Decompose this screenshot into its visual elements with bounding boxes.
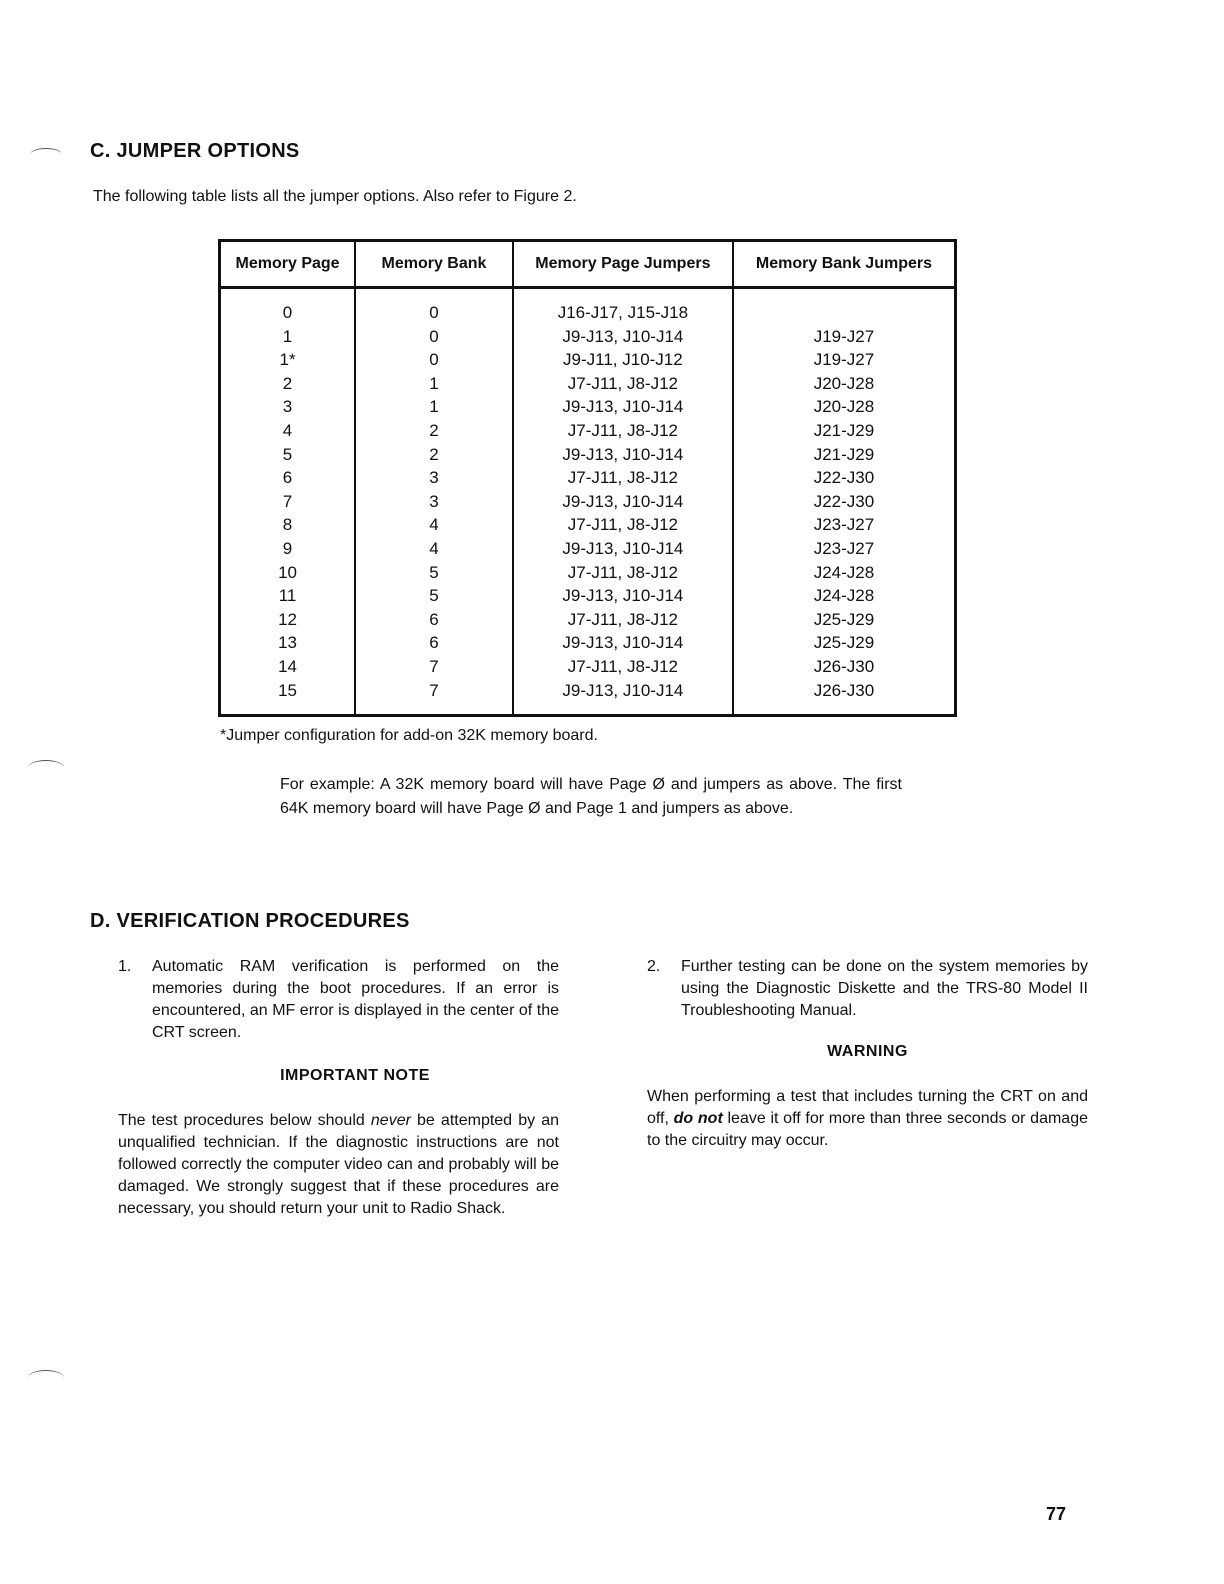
cell-page: 2 bbox=[220, 372, 356, 396]
item-1-number: 1. bbox=[118, 958, 132, 975]
important-note-text-before: The test procedures below should bbox=[118, 1112, 371, 1129]
header-memory-page: Memory Page bbox=[220, 241, 356, 288]
cell-bank-jumpers: J26-J30 bbox=[813, 656, 875, 676]
table-body bbox=[220, 288, 956, 716]
warning-text-after: leave it off for more than three seconds or damage to the circuitry may occur. bbox=[647, 1110, 1089, 1149]
cell-page: 7 bbox=[220, 490, 356, 514]
table-row bbox=[220, 490, 956, 514]
warning-text-before: When performing a test that includes turning the CRT on and off, bbox=[647, 1088, 1088, 1127]
warning-emphasis: do not bbox=[673, 1110, 723, 1127]
verification-item-1 bbox=[118, 956, 559, 1044]
cell-bank: 4 bbox=[355, 537, 513, 561]
table-row bbox=[220, 419, 956, 443]
cell-page-jumpers: J7-J11, J8-J12 bbox=[513, 655, 733, 679]
example-line-1: For example: A 32K memory board will have Page Ø and jumpers as above. bbox=[280, 776, 838, 793]
cell-bank-jumpers: J21-J29 bbox=[813, 444, 875, 464]
cell-bank-jumpers: J24-J28 bbox=[813, 562, 875, 582]
cell-bank: 5 bbox=[355, 561, 513, 585]
cell-bank: 5 bbox=[355, 584, 513, 608]
cell-page: 14 bbox=[220, 655, 356, 679]
jumper-options-table bbox=[218, 239, 957, 717]
cell-page-jumpers: J9-J11, J10-J12 bbox=[513, 348, 733, 372]
cell-bank-jumpers: J20-J28 bbox=[813, 397, 875, 417]
table-row bbox=[220, 348, 956, 372]
cell-page-jumpers: J7-J11, J8-J12 bbox=[513, 419, 733, 443]
important-note-text bbox=[118, 1110, 559, 1220]
cell-page-jumpers: J7-J11, J8-J12 bbox=[513, 561, 733, 585]
cell-page-jumpers: J7-J11, J8-J12 bbox=[513, 466, 733, 490]
table-row bbox=[220, 655, 956, 679]
important-note-heading: IMPORTANT NOTE bbox=[280, 1067, 430, 1084]
important-note-emphasis: never bbox=[370, 1112, 411, 1129]
table-row bbox=[220, 513, 956, 537]
cell-page: 10 bbox=[220, 561, 356, 585]
example-paragraph bbox=[280, 773, 902, 821]
table-row bbox=[220, 537, 956, 561]
cell-bank: 4 bbox=[355, 513, 513, 537]
cell-bank-jumpers: J19-J27 bbox=[813, 350, 875, 370]
example-line-2: The first 64K memory board will have Page Ø and Page 1 and jumpers as above. bbox=[280, 776, 902, 817]
table-footnote: *Jumper configuration for add-on 32K memory board. bbox=[220, 727, 598, 744]
cell-bank-jumpers: J22-J30 bbox=[813, 468, 875, 488]
cell-bank: 7 bbox=[355, 679, 513, 716]
cell-page-jumpers: J9-J13, J10-J14 bbox=[513, 584, 733, 608]
cell-page-jumpers: J9-J13, J10-J14 bbox=[513, 679, 733, 716]
table-row bbox=[220, 608, 956, 632]
item-2-number: 2. bbox=[647, 958, 661, 975]
cell-bank: 3 bbox=[355, 466, 513, 490]
cell-bank: 7 bbox=[355, 655, 513, 679]
table-row bbox=[220, 443, 956, 467]
cell-bank-jumpers: J25-J29 bbox=[813, 633, 875, 653]
cell-page-jumpers: J16-J17, J15-J18 bbox=[513, 288, 733, 325]
cell-bank-jumpers: J20-J28 bbox=[813, 373, 875, 393]
cell-page: 1* bbox=[220, 348, 356, 372]
cell-bank-jumpers: J19-J27 bbox=[813, 326, 875, 346]
page-number: 77 bbox=[1046, 1504, 1067, 1524]
cell-page-jumpers: J9-J13, J10-J14 bbox=[513, 325, 733, 349]
table-row bbox=[220, 395, 956, 419]
cell-page: 1 bbox=[220, 325, 356, 349]
cell-bank-jumpers: J22-J30 bbox=[813, 491, 875, 511]
cell-bank: 6 bbox=[355, 608, 513, 632]
cell-bank-jumpers: J26-J30 bbox=[813, 680, 875, 700]
cell-bank: 1 bbox=[355, 372, 513, 396]
cell-page-jumpers: J7-J11, J8-J12 bbox=[513, 513, 733, 537]
table-row bbox=[220, 372, 956, 396]
cell-page-jumpers: J9-J13, J10-J14 bbox=[513, 490, 733, 514]
table-row bbox=[220, 631, 956, 655]
scan-mark-top bbox=[30, 148, 62, 161]
cell-bank-jumpers: J23-J27 bbox=[813, 515, 875, 535]
important-note-text-after: be attempted by an unqualified technician. If the diagnostic instructions are not followed correctly the computer video can and probably will be damaged. We strongly suggest that if these procedures are necessary, you should return your unit to Radio Shack. bbox=[118, 1112, 559, 1217]
cell-page: 9 bbox=[220, 537, 356, 561]
cell-bank-jumpers: J21-J29 bbox=[813, 420, 875, 440]
table-row bbox=[220, 288, 956, 325]
cell-bank-jumpers: J25-J29 bbox=[813, 609, 875, 629]
cell-page: 5 bbox=[220, 443, 356, 467]
cell-page-jumpers: J7-J11, J8-J12 bbox=[513, 608, 733, 632]
cell-bank: 1 bbox=[355, 395, 513, 419]
section-d-heading: D. VERIFICATION PROCEDURES bbox=[90, 910, 410, 932]
warning-heading: WARNING bbox=[827, 1043, 908, 1060]
cell-page: 15 bbox=[220, 679, 356, 716]
cell-page: 11 bbox=[220, 584, 356, 608]
cell-page: 0 bbox=[220, 288, 356, 325]
section-c-intro: The following table lists all the jumper options. Also refer to Figure 2. bbox=[93, 188, 577, 205]
cell-bank: 2 bbox=[355, 443, 513, 467]
warning-text bbox=[647, 1086, 1088, 1152]
cell-page: 12 bbox=[220, 608, 356, 632]
cell-bank: 2 bbox=[355, 419, 513, 443]
cell-page-jumpers: J7-J11, J8-J12 bbox=[513, 372, 733, 396]
cell-bank-jumpers: J24-J28 bbox=[813, 586, 875, 606]
cell-page-jumpers: J9-J13, J10-J14 bbox=[513, 537, 733, 561]
header-memory-bank: Memory Bank bbox=[355, 241, 513, 288]
cell-page: 3 bbox=[220, 395, 356, 419]
header-memory-page-jumpers: Memory Page Jumpers bbox=[513, 241, 733, 288]
item-1-text: Automatic RAM verification is performed on the memories during the boot procedures. If an error is encountered, an MF error is displayed in the center of the CRT screen. bbox=[152, 958, 559, 1041]
cell-bank: 0 bbox=[355, 288, 513, 325]
cell-page: 4 bbox=[220, 419, 356, 443]
table-row bbox=[220, 679, 956, 716]
cell-bank: 0 bbox=[355, 348, 513, 372]
table-header-row bbox=[220, 241, 956, 288]
cell-page-jumpers: J9-J13, J10-J14 bbox=[513, 395, 733, 419]
cell-bank-jumpers: J23-J27 bbox=[813, 538, 875, 558]
header-memory-bank-jumpers: Memory Bank Jumpers bbox=[733, 241, 956, 288]
table-row bbox=[220, 466, 956, 490]
cell-page-jumpers: J9-J13, J10-J14 bbox=[513, 631, 733, 655]
table-row bbox=[220, 325, 956, 349]
cell-bank: 0 bbox=[355, 325, 513, 349]
section-c-heading: C. JUMPER OPTIONS bbox=[90, 140, 300, 162]
cell-bank: 3 bbox=[355, 490, 513, 514]
cell-page: 13 bbox=[220, 631, 356, 655]
table-row bbox=[220, 584, 956, 608]
scan-mark-bottom bbox=[28, 1370, 64, 1385]
cell-bank-jumpers bbox=[733, 288, 956, 325]
cell-page: 8 bbox=[220, 513, 356, 537]
table-row bbox=[220, 561, 956, 585]
item-2-text: Further testing can be done on the system memories by using the Diagnostic Diskette and the TRS-80 Model II Troubleshooting Manual. bbox=[681, 958, 1088, 1019]
cell-page: 6 bbox=[220, 466, 356, 490]
scan-mark-middle bbox=[28, 760, 64, 775]
verification-item-2 bbox=[647, 956, 1088, 1022]
cell-page-jumpers: J9-J13, J10-J14 bbox=[513, 443, 733, 467]
cell-bank: 6 bbox=[355, 631, 513, 655]
